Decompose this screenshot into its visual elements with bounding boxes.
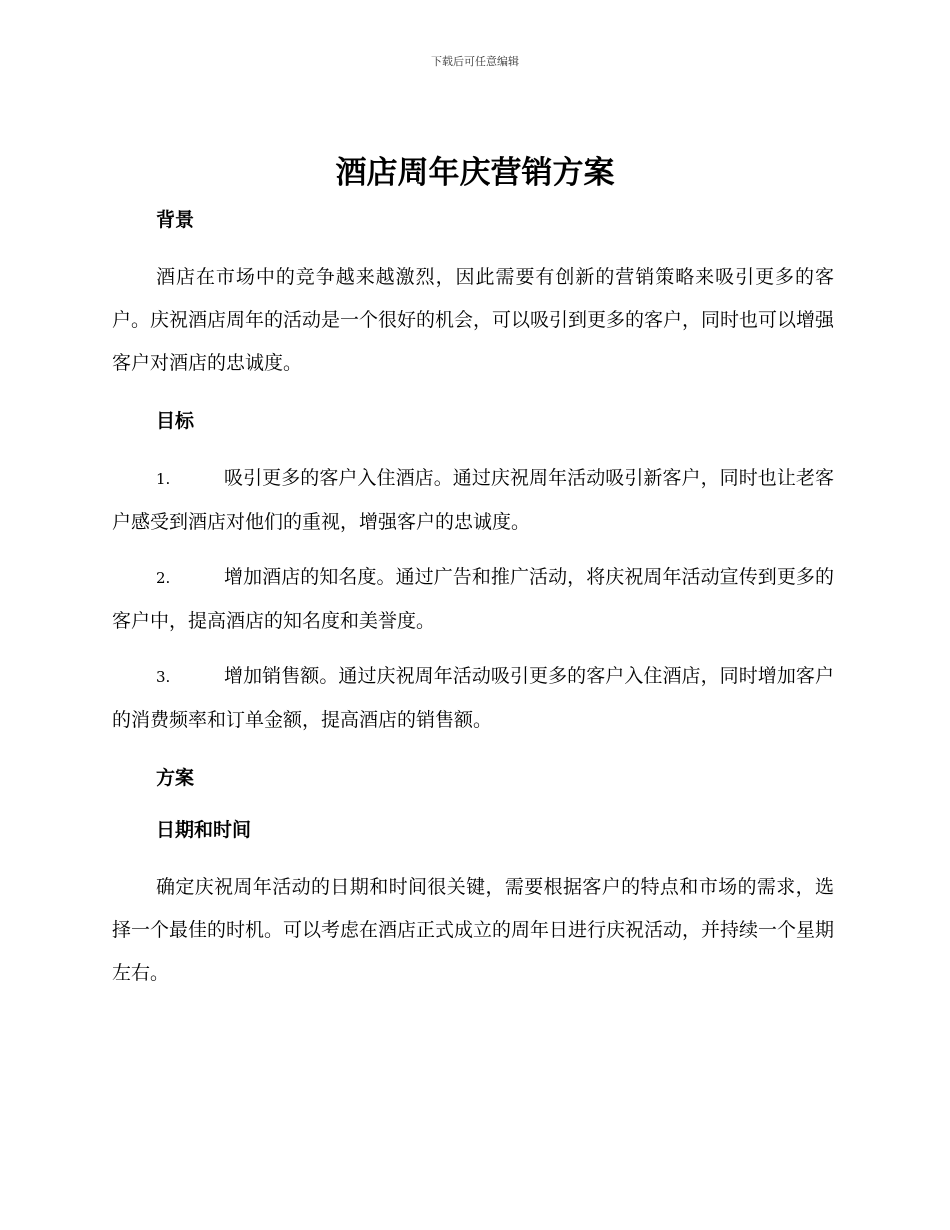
list-number: 3. <box>156 668 171 686</box>
goal-list-item <box>112 457 834 544</box>
section-heading-goals: 目标 <box>156 410 195 432</box>
section-heading-plan: 方案 <box>156 767 195 789</box>
list-item-text: 增加销售额。通过庆祝周年活动吸引更多的客户入住酒店，同时增加客户的消费频率和订单金额，提高酒店的销售额。 <box>112 665 834 731</box>
goal-list-item <box>112 655 834 742</box>
list-number: 1. <box>156 470 171 488</box>
section-heading-background: 背景 <box>156 209 195 231</box>
section-heading-date-time: 日期和时间 <box>156 819 252 841</box>
page-header: 下载后可任意编辑 <box>431 55 519 68</box>
document-title: 酒店周年庆营销方案 <box>335 155 615 191</box>
document-body <box>112 204 834 995</box>
background-paragraph: 酒店在市场中的竞争越来越激烈，因此需要有创新的营销策略来吸引更多的客户。庆祝酒店周年的活动是一个很好的机会，可以吸引到更多的客户，同时也可以增强客户对酒店的忠诚度。 <box>112 266 835 374</box>
list-number: 2. <box>156 569 171 587</box>
list-item-text: 吸引更多的客户入住酒店。通过庆祝周年活动吸引新客户，同时也让老客户感受到酒店对他们的重视，增强客户的忠诚度。 <box>112 467 834 533</box>
date-time-paragraph: 确定庆祝周年活动的日期和时间很关键，需要根据客户的特点和市场的需求，选择一个最佳的时机。可以考虑在酒店正式成立的周年日进行庆祝活动，并持续一个星期左右。 <box>112 876 835 984</box>
list-item-text: 增加酒店的知名度。通过广告和推广活动，将庆祝周年活动宣传到更多的客户中，提高酒店的知名度和美誉度。 <box>112 566 834 632</box>
goal-list-item <box>112 556 834 643</box>
